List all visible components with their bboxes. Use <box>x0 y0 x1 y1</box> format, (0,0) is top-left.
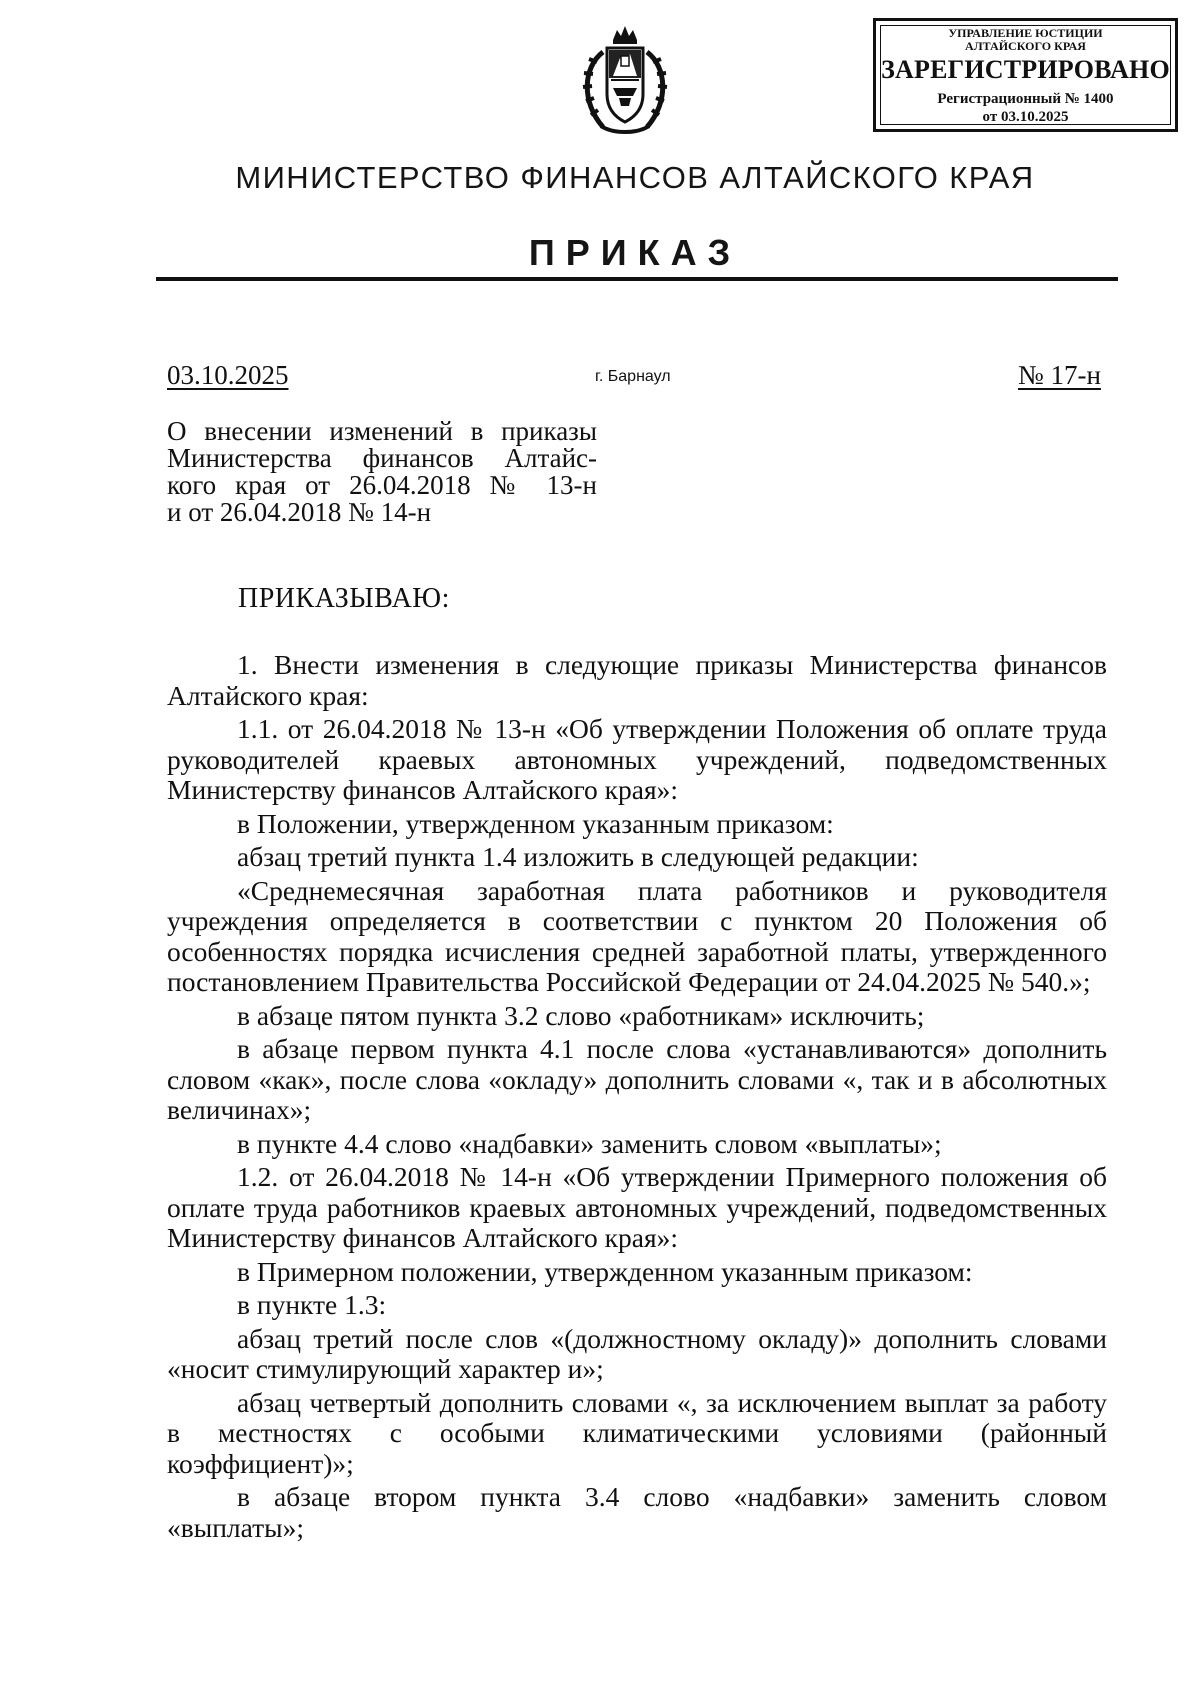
stamp-reg-date: от 03.10.2025 <box>982 109 1069 125</box>
order-number: № 17-н <box>1018 360 1101 390</box>
order-verb: ПРИКАЗЫВАЮ: <box>238 583 450 614</box>
stamp-authority-line1: УПРАВЛЕНИЕ ЮСТИЦИИ <box>948 26 1103 40</box>
body-paragraph: в Примерном положении, утвержденном указанным приказом: <box>237 1255 973 1287</box>
body-paragraph: в абзаце пятом пункта 3.2 слово «работникам» исключить; <box>237 999 925 1031</box>
subject-line: и от 26.04.2018 № 14-н <box>167 497 432 527</box>
body-paragraph: в пункте 1.3: <box>237 1289 387 1320</box>
stamp-authority-line2: АЛТАЙСКОГО КРАЯ <box>965 39 1086 53</box>
body-paragraph: абзац третий пункта 1.4 изложить в следующей редакции: <box>237 841 919 872</box>
subject-line: О внесении изменений в приказы <box>167 416 597 446</box>
body-paragraph: «Среднемесячная заработная плата работников и руководителя учреждения определяется в соответствии с пунктом 20 Положения об особенностях порядка исчисления средней заработной платы, утвержденного постановлением Правительства Российской Федерации от 24.04.2025 № 540.»; <box>167 874 1107 997</box>
stamp-reg-number: Регистрационный № 1400 <box>937 91 1114 107</box>
body-paragraph: в абзаце первом пункта 4.1 после слова «устанавливаются» дополнить словом «как», после слова «окладу» дополнить словами «, так и в абсолютных величинах»; <box>167 1033 1107 1125</box>
stamp-authority <box>876 27 1175 53</box>
ministry-name: МИНИСТЕРСТВО ФИНАНСОВ АЛТАЙСКОГО КРАЯ <box>235 160 1035 195</box>
header-divider <box>156 277 1118 281</box>
order-body <box>167 650 1107 1546</box>
subject-line: кого края от 26.04.2018 № 13-н <box>167 470 597 500</box>
body-paragraph: 1. Внести изменения в следующие приказы Министерства финансов Алтайского края: <box>167 649 1107 711</box>
order-date: 03.10.2025 <box>167 360 289 390</box>
coat-of-arms-icon <box>573 22 677 142</box>
body-paragraph: 1.2. от 26.04.2018 № 14-н «Об утверждении Примерного положения об оплате труда работников краевых автономных учреждений, подведомственных Министерству финансов Алтайского края»: <box>167 1161 1107 1253</box>
order-city: г. Барнаул <box>595 368 671 385</box>
body-paragraph: в Положении, утвержденном указанным приказом: <box>237 807 834 839</box>
document-type: ПРИКАЗ <box>528 232 742 273</box>
body-paragraph: в пункте 4.4 слово «надбавки» заменить словом «выплаты»; <box>237 1127 942 1159</box>
body-paragraph: 1.1. от 26.04.2018 № 13-н «Об утверждении Положения об оплате труда руководителей краевых автономных учреждений, подведомственных Министерству финансов Алтайского края»: <box>167 713 1107 805</box>
registration-stamp <box>873 18 1178 132</box>
body-paragraph: абзац четвертый дополнить словами «, за исключением выплат за работу в местностях с особыми климатическими условиями (районный коэффициент)»; <box>167 1386 1107 1479</box>
subject-line: Министерства финансов Алтайс- <box>167 443 597 473</box>
body-paragraph: в абзаце втором пункта 3.4 слово «надбавки» заменить словом «выплаты»; <box>167 1481 1107 1543</box>
stamp-title: ЗАРЕГИСТРИРОВАНО <box>881 55 1170 84</box>
order-subject <box>167 418 597 526</box>
body-paragraph: абзац третий после слов «(должностному окладу)» дополнить словами «носит стимулирующий характер и»; <box>167 1322 1107 1384</box>
